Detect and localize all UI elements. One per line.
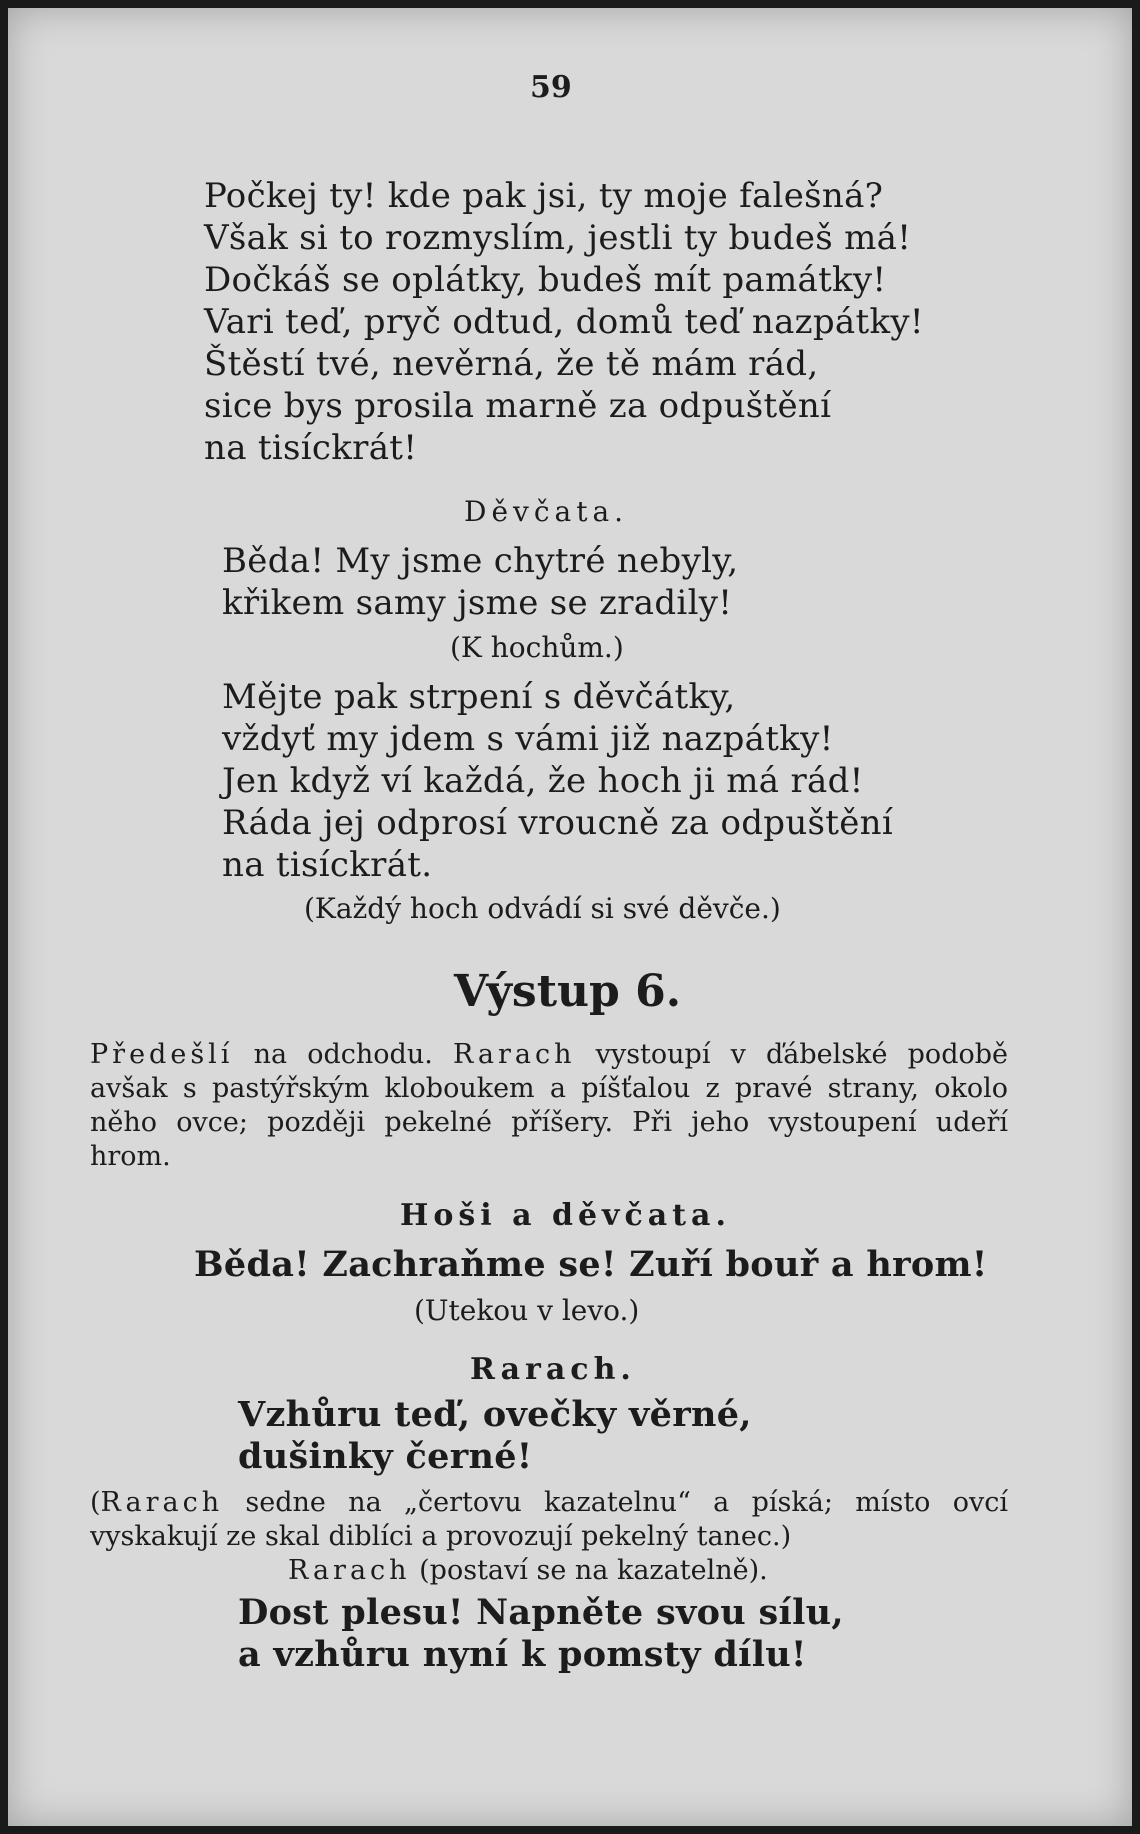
verse-line: dušinky černé!: [238, 1436, 533, 1477]
verse-line: Ráda jej odprosí vroucně za odpuštění: [222, 803, 894, 843]
stage-direction: (Utekou v levo.): [414, 1294, 640, 1327]
character-name: Rarach: [288, 1555, 411, 1586]
direction-text: na odchodu.: [233, 1039, 453, 1070]
paren: (: [90, 1487, 101, 1518]
direction-text: sedne na „čertovu kazatelnu“ a píská; místo ovcí vyskakují ze skal diblíci a provozují pekelný tanec.): [90, 1487, 1008, 1552]
character-name: Předešlí: [90, 1039, 234, 1070]
verse-line: a vzhůru nyní k pomsty dílu!: [238, 1634, 807, 1675]
verse-line: sice bys prosila marně za odpuštění: [204, 386, 832, 426]
scene-direction: [90, 1486, 1008, 1588]
direction-text: vystoupí v ďábelské podobě avšak s pastýřským kloboukem a píšťalou z pravé strany, okolo něho ovce; později pekelné příšery. Při jeho vystoupení udeří hrom.: [90, 1039, 1008, 1172]
verse-line: na tisíckrát!: [204, 428, 418, 468]
scene-heading: Výstup 6.: [454, 966, 682, 1017]
verse-line: Vzhůru teď, ovečky věrné,: [238, 1394, 752, 1435]
verse-line: Běda! Zachraňme se! Zuří bouř a hrom!: [194, 1244, 988, 1285]
direction-line: [90, 1554, 1008, 1588]
verse-line: Dost plesu! Napněte svou sílu,: [238, 1592, 844, 1633]
book-page: [8, 8, 1132, 1826]
speaker-name: Děvčata.: [464, 495, 629, 528]
verse-line: Vari teď, pryč odtud, domů teď nazpátky!: [204, 302, 924, 342]
verse-line: vždyť my jdem s vámi již nazpátky!: [222, 719, 834, 759]
scene-direction: [90, 1038, 1008, 1174]
verse-line: Však si to rozmyslím, jestli ty budeš má!: [204, 218, 912, 258]
verse-line: Jen když ví každá, že hoch ji má rád!: [222, 761, 864, 801]
verse-line: Běda! My jsme chytré nebyly,: [222, 541, 739, 581]
speaker-name: Rarach.: [470, 1352, 636, 1387]
character-name: Rarach: [100, 1487, 224, 1518]
character-name: Rarach: [452, 1039, 576, 1070]
stage-direction: (Každý hoch odvádí si své děvče.): [304, 892, 781, 925]
page-number: 59: [530, 70, 572, 105]
direction-text: (postaví se na kazatelně).: [410, 1555, 768, 1586]
verse-line: Mějte pak strpení s děvčátky,: [222, 677, 736, 717]
speaker-name: Hoši a děvčata.: [400, 1198, 731, 1233]
verse-line: na tisíckrát.: [222, 845, 433, 885]
verse-line: Počkej ty! kde pak jsi, ty moje falešná?: [204, 176, 884, 216]
verse-line: Štěstí tvé, nevěrná, že tě mám rád,: [204, 344, 819, 384]
stage-direction: (K hochům.): [450, 631, 624, 664]
verse-line: Dočkáš se oplátky, budeš mít památky!: [204, 260, 887, 300]
verse-line: křikem samy jsme se zradily!: [222, 583, 733, 623]
